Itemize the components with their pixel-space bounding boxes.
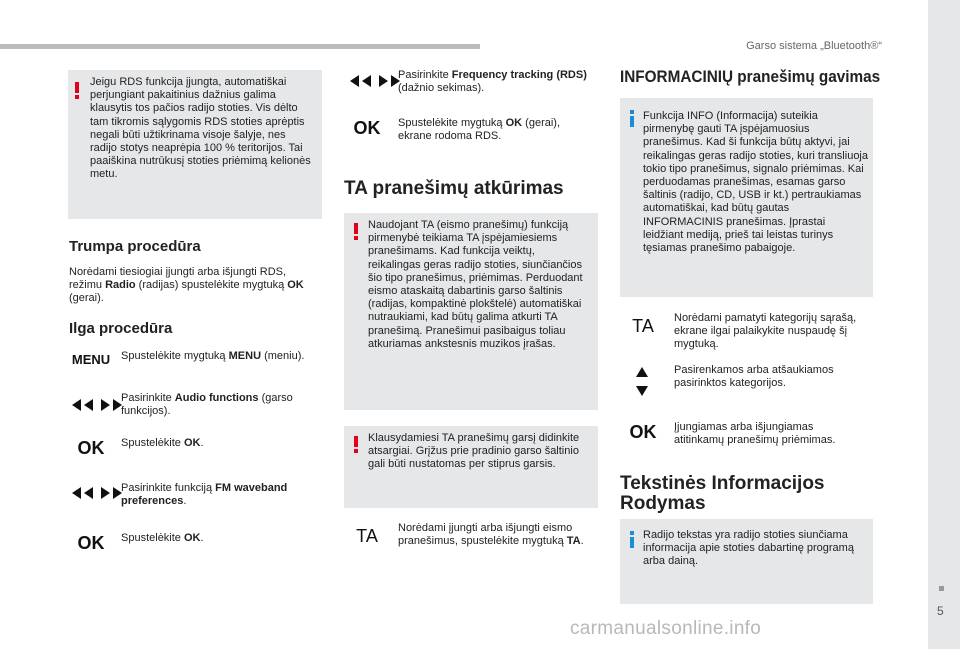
watermark: carmanualsonline.info	[570, 618, 762, 639]
radio-text-info-text: Radijo tekstas yra radijo stoties siunčiama informacija apie stoties dabartinę programą arba dainą.	[643, 529, 854, 568]
radio-text-info-box	[620, 519, 873, 604]
ta-volume-warning-box	[344, 426, 598, 508]
category-list-text: Norėdami pamatyti kategorijų sąrašą, ekrane ilgai palaikykite nuspaudę šį mygtuką.	[674, 312, 857, 351]
info-icon	[630, 110, 634, 127]
warning-icon	[75, 82, 79, 98]
messages-toggle-text: Įjungiamas arba išjungiamas atitinkamų pranešimų priėmimas.	[674, 421, 836, 447]
left-right-arrows-icon	[72, 399, 122, 411]
step-audio-functions-text: Pasirinkite Audio functions (garso funkcijos).	[121, 392, 293, 418]
warning-icon	[354, 223, 358, 239]
left-right-arrows-icon	[350, 75, 400, 87]
step-ok-text-2: Spustelėkite OK.	[121, 532, 204, 544]
text-info-title: Tekstinės Informacijos Rodymas	[620, 473, 825, 514]
ok-button-icon: OK	[77, 438, 105, 458]
ta-section-title: TA pranešimų atkūrimas	[344, 178, 564, 199]
ok-button-icon: OK	[353, 118, 381, 138]
info-box-text: Funkcija INFO (Informacija) suteikia pirmenybę gauti TA įspėjamuosius pranešimus. Kad ši funkcija būtų aktyvi, jai reikalingas geras radijo stoties, kuri transliuoja tokio tipo pranešimus, signalo priėmimas. Kai perduodamas pranešimas, esamas garso šaltinis (radijo, CD, USB ir kt.) pertraukiamas automatiškai, kad būtų gautas INFORMACINIS pranešimas. Įprastai leidžiant mediją, prieš tai leistas turinys tęsiamas pranešimo pabaigoje.	[643, 110, 868, 255]
info-icon	[630, 531, 634, 548]
menu-button-icon: MENU	[71, 352, 111, 367]
step-fm-waveband-text: Pasirinkite funkciją FM waveband preferences.	[121, 482, 288, 508]
ta-warning-box	[344, 213, 598, 410]
ok-button-icon: OK	[629, 422, 657, 442]
step-frequency-tracking-text: Pasirinkite Frequency tracking (RDS) (dažnio sekimas).	[398, 69, 587, 95]
info-box	[620, 98, 873, 297]
info-section-title: INFORMACINIŲ pranešimų gavimas	[620, 67, 881, 86]
ta-volume-warning-text: Klausydamiesi TA pranešimų garsį didinkite atsargiai. Grįžus prie pradinio garso šaltinio gali būti nustatomas per stiprus garsis.	[368, 432, 580, 471]
page-header-title: Garso sistema „Bluetooth®“	[746, 40, 882, 52]
up-down-arrows-icon	[636, 367, 650, 396]
ok-button-icon: OK	[77, 533, 105, 553]
ta-button-icon: TA	[356, 526, 378, 546]
category-select-text: Pasirenkamos arba atšaukiamos pasirinktos kategorijos.	[674, 364, 834, 390]
section-marker	[939, 586, 944, 591]
header-rule	[0, 44, 480, 49]
page-number: 5	[937, 604, 944, 618]
left-right-arrows-icon	[72, 487, 122, 499]
step-ok-text-1: Spustelėkite OK.	[121, 437, 204, 449]
ta-warning-text: Naudojant TA (eismo pranešimų) funkciją pirmenybė teikiama TA įspėjamiesiems pranešimams. Kad funkcija veiktų, reikalingas geras radijo stoties, siunčiančios šio tipo pranešimus, priėmimas. Perduodant eismo ataskaitą dabartinis garso šaltinis (radijas, kompaktinė plokštelė) automatiškai nutraukiami, kad būtų galima atkurti TA pranešimą. Pranešimui pasibaigus toliau atkuriamas ankstesnis muzikos įrašas.	[368, 219, 583, 350]
long-procedure-title: Ilga procedūra	[69, 320, 173, 337]
rds-warning-text: Jeigu RDS funkcija įjungta, automatiškai perjungiant pakaitinius dažnius galima klausytis tos pačios radijo stoties. Vis dėlto tam tikromis sąlygomis RDS stoties aprėptis negali būti užtikrinama visoje šalyje, nes radijo stotys neaprėpia 100 % teritorijos. Tai paaiškina nutrūkusį stoties priėmimą kelionės metu.	[90, 76, 311, 181]
step-menu-text: Spustelėkite mygtuką MENU (meniu).	[121, 350, 305, 362]
step-rds-ok-text: Spustelėkite mygtuką OK (gerai), ekrane rodoma RDS.	[398, 117, 561, 143]
ta-toggle-text: Norėdami įjungti arba išjungti eismo pranešimus, spustelėkite mygtuką TA.	[398, 522, 584, 548]
short-procedure-text: Norėdami tiesiogiai įjungti arba išjungti RDS, režimu Radio (radijas) spustelėkite mygtuką OK (gerai).	[69, 266, 304, 305]
warning-icon	[354, 436, 358, 452]
short-procedure-title: Trumpa procedūra	[69, 238, 201, 255]
rds-warning-box	[68, 70, 322, 219]
side-margin-strip	[928, 0, 960, 649]
ta-button-icon: TA	[632, 316, 654, 336]
